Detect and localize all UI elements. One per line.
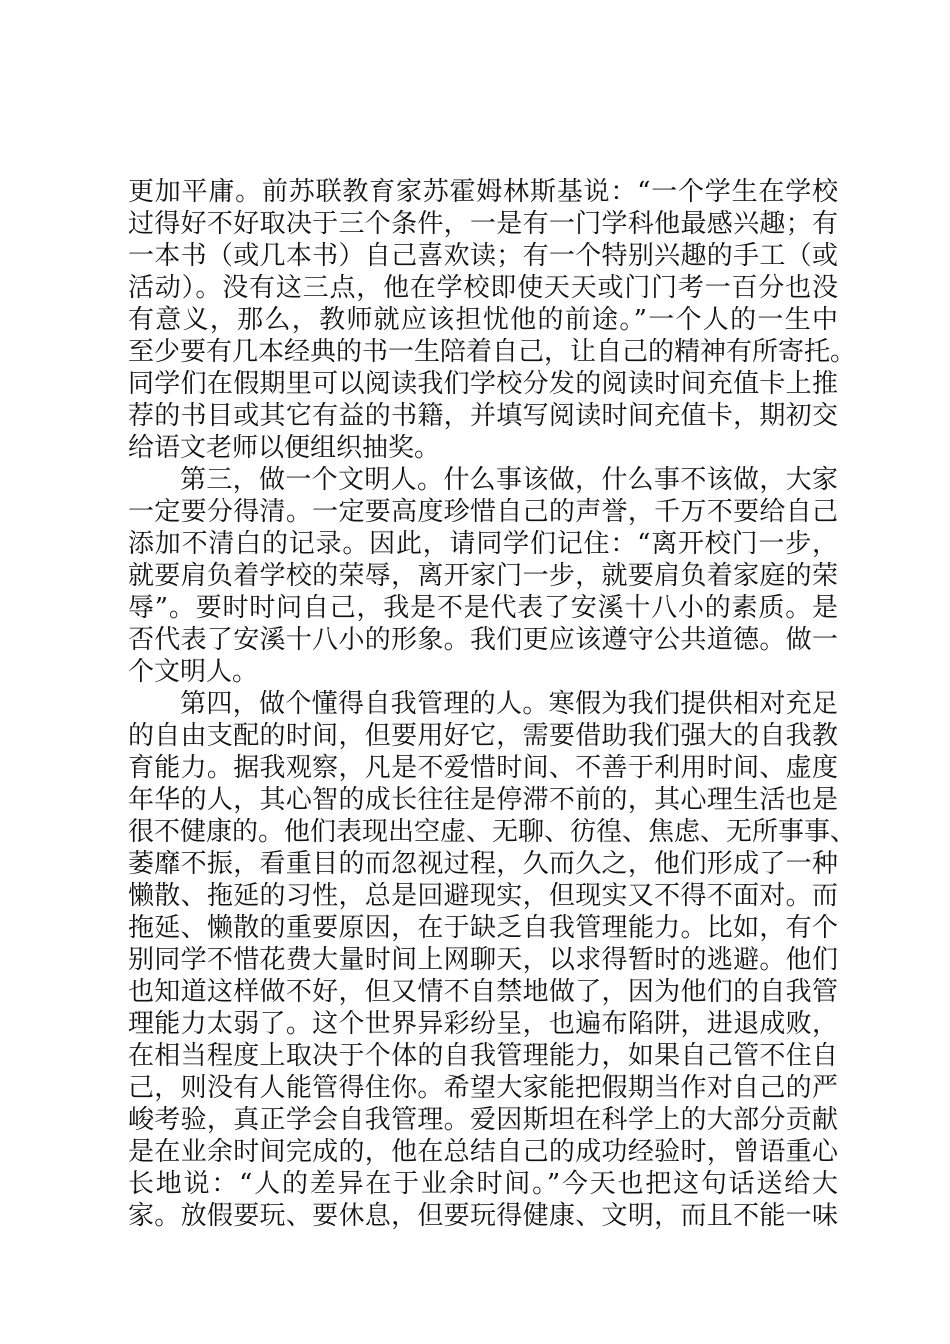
- text-line: 年华的人，其心智的成长往往是停滞不前的，其心理生活也是: [128, 785, 838, 815]
- text-line: 更加平庸。前苏联教育家苏霍姆林斯基说：“一个学生在学校: [128, 177, 838, 207]
- text-line: 是在业余时间完成的，他在总结自己的成功经验时，曾语重心: [128, 1137, 838, 1167]
- text-line: 育能力。据我观察，凡是不爱惜时间、不善于利用时间、虚度: [128, 753, 838, 783]
- paragraph-1: [128, 176, 857, 464]
- text-line: 萎靡不振，看重目的而忽视过程，久而久之，他们形成了一种: [128, 849, 838, 879]
- text-line: 在相当程度上取决于个体的自我管理能力，如果自己管不住自: [128, 1041, 838, 1071]
- text-line: 添加不清白的记录。因此，请同学们记住：“离开校门一步，: [128, 529, 838, 559]
- text-line: 过得好不好取决于三个条件，一是有一门学科他最感兴趣；有: [128, 209, 838, 239]
- text-line: 拖延、懒散的重要原因，在于缺乏自我管理能力。比如，有个: [128, 913, 838, 943]
- text-line: 第三，做一个文明人。什么事该做，什么事不该做，大家: [180, 465, 838, 495]
- text-line: 辱”。要时时问自己，我是不是代表了安溪十八小的素质。是: [128, 593, 838, 623]
- text-line: 的自由支配的时间，但要用好它，需要借助我们强大的自我教: [128, 721, 838, 751]
- text-line: 同学们在假期里可以阅读我们学校分发的阅读时间充值卡上推: [128, 369, 838, 399]
- text-line: 荐的书目或其它有益的书籍，并填写阅读时间充值卡，期初交: [128, 401, 838, 431]
- text-line: 己，则没有人能管得住你。希望大家能把假期当作对自己的严: [128, 1073, 838, 1103]
- text-line: 有意义，那么，教师就应该担忧他的前途。”一个人的一生中: [128, 305, 838, 335]
- text-line: 也知道这样做不好，但又情不自禁地做了，因为他们的自我管: [128, 977, 838, 1007]
- text-line: 懒散、拖延的习性，总是回避现实，但现实又不得不面对。而: [128, 881, 838, 911]
- paragraph-3: [128, 688, 857, 1232]
- text-line: 个文明人。: [128, 657, 259, 687]
- body-text: [128, 176, 857, 1232]
- text-line: 一定要分得清。一定要高度珍惜自己的声誉，千万不要给自己: [128, 497, 838, 527]
- text-line: 很不健康的。他们表现出空虚、无聊、彷徨、焦虑、无所事事、: [128, 817, 857, 847]
- text-line: 别同学不惜花费大量时间上网聊天，以求得暂时的逃避。他们: [128, 945, 838, 975]
- text-line: 给语文老师以便组织抽奖。: [128, 433, 441, 463]
- text-line: 峻考验，真正学会自我管理。爱因斯坦在科学上的大部分贡献: [128, 1105, 838, 1135]
- text-line: 一本书（或几本书）自己喜欢读；有一个特别兴趣的手工（或: [128, 241, 838, 271]
- text-line: 活动）。没有这三点，他在学校即使天天或门门考一百分也没: [128, 273, 838, 303]
- text-line: 家。放假要玩、要休息，但要玩得健康、文明，而且不能一味: [128, 1201, 838, 1231]
- text-line: 就要肩负着学校的荣辱，离开家门一步，就要肩负着家庭的荣: [128, 561, 838, 591]
- text-line: 至少要有几本经典的书一生陪着自己，让自己的精神有所寄托。: [128, 337, 857, 367]
- paragraph-2: [128, 464, 838, 688]
- text-line: 第四，做个懂得自我管理的人。寒假为我们提供相对充足: [180, 689, 838, 719]
- text-line: 长地说：“人的差异在于业余时间。”今天也把这句话送给大: [128, 1169, 838, 1199]
- text-line: 理能力太弱了。这个世界异彩纷呈，也遍布陷阱，进退成败，: [128, 1009, 838, 1039]
- text-line: 否代表了安溪十八小的形象。我们更应该遵守公共道德。做一: [128, 625, 838, 655]
